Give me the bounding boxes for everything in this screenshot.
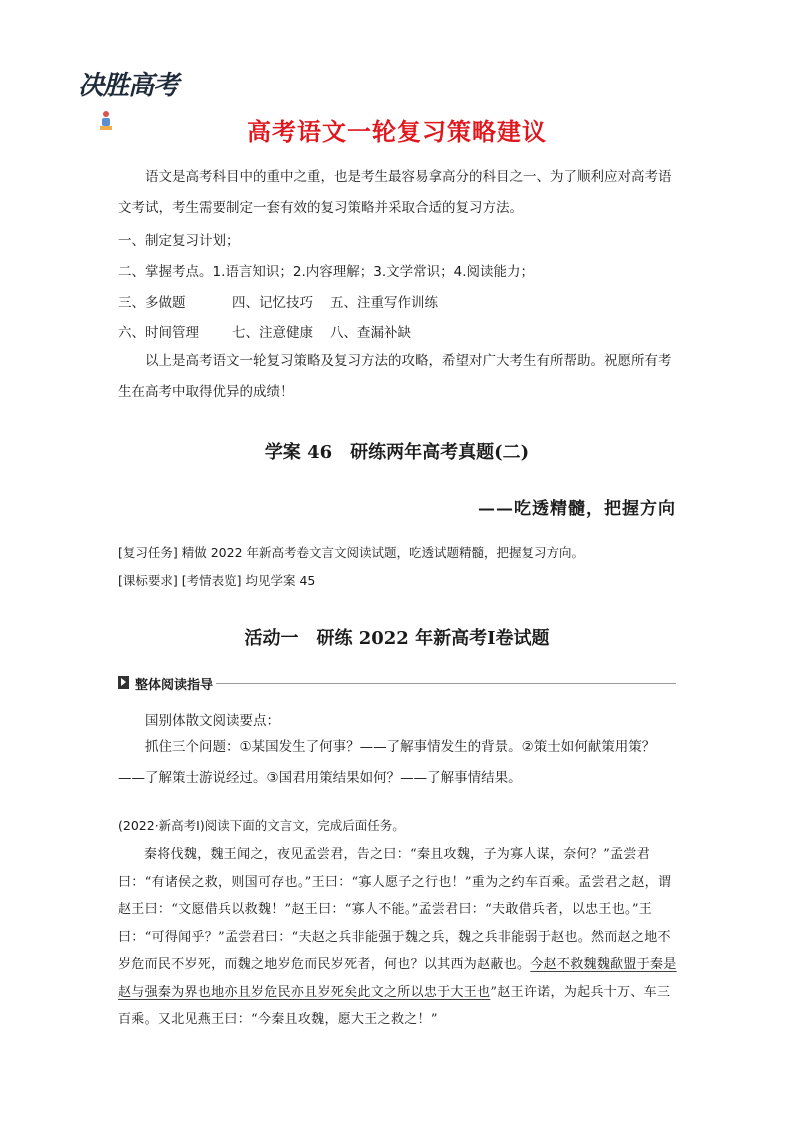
guide-heading: 国别体散文阅读要点： <box>145 713 280 729</box>
exam-source: (2022·新高考Ⅰ)阅读下面的文言文，完成后面任务。 <box>118 818 405 833</box>
point-line-1: 一、制定复习计划； <box>118 233 240 249</box>
point-health: 七、注意健康 <box>232 325 313 341</box>
point-line-4 <box>118 321 411 341</box>
point-practice: 三、多做题 <box>118 295 186 311</box>
logo-text: 决胜高考 <box>78 71 179 101</box>
intro-paragraph: 语文是高考科目中的重中之重，也是考生最容易拿高分的科目之一、为了顺利应对高考语文考试，考生需要制定一套有效的复习策略并采取合适的复习方法。 <box>118 169 672 216</box>
guide-text: 抓住三个问题：①某国发生了何事？——了解事情发生的背景。②策士如何献策用策？——了解策士游说经过。③国君用策结果如何？——了解事情结果。 <box>118 739 656 786</box>
exam-overview-label: [考情表览] <box>181 573 242 588</box>
activity-title: 活动一 研练 2022 年新高考Ⅰ卷试题 <box>244 628 550 649</box>
point-review: 八、查漏补缺 <box>330 325 411 341</box>
page-title: 高考语文一轮复习策略建议 <box>247 118 547 146</box>
requirement-text: 均见学案 45 <box>245 573 316 588</box>
lesson-title: 学案 46 研练两年高考真题(二) <box>264 442 530 463</box>
section-header <box>118 674 676 692</box>
point-memory: 四、记忆技巧 <box>232 295 313 311</box>
task-text: 精做 2022 年新高考卷文言文阅读试题，吃透试题精髓，把握复习方向。 <box>181 545 585 560</box>
passage-text-2: ”赵王许诺，为起兵十万、车三百乘。又北见燕王曰：“今秦且攻魏，愿大王之救之！” <box>118 984 671 1027</box>
task-line <box>118 543 584 561</box>
requirement-label: [课标要求] <box>118 573 178 588</box>
point-line-3 <box>118 291 438 311</box>
point-writing: 五、注重写作训练 <box>330 295 438 311</box>
section-label: 整体阅读指导 <box>135 678 214 693</box>
classical-passage <box>118 841 678 1034</box>
passage-text-1: 秦将伐魏，魏王闻之，夜见孟尝君，告之曰：“秦且攻魏，子为寡人谋，奈何？”孟尝君曰：“有诸侯之救，则国可存也。”王曰：“寡人愿子之行也！”重为之约车百乘。孟尝君之赵，谓赵王曰：“文愿借兵以救魏！”赵王曰：“寡人不能。”孟尝君曰：“夫敢借兵者，以忠王也。”王曰：“可得闻乎？”孟尝君曰：“夫赵之兵非能强于魏之兵，魏之兵非能弱于赵也。然而赵之地不岁危而民不岁死，而魏之地岁危而民岁死者，何也？以其西为赵蔽也。 <box>118 847 672 972</box>
section-divider <box>216 683 676 684</box>
task-label: [复习任务] <box>118 545 178 560</box>
closing-paragraph: 以上是高考语文一轮复习策略及复习方法的攻略，希望对广大考生有所帮助。祝愿所有考生在高考中取得优异的成绩！ <box>118 353 672 400</box>
lesson-subtitle: ——吃透精髓，把握方向 <box>478 499 676 519</box>
point-line-2: 二、掌握考点。1.语言知识；2.内容理解；3.文学常识；4.阅读能力； <box>118 264 535 280</box>
point-time: 六、时间管理 <box>118 325 199 341</box>
section-marker-icon <box>118 676 129 689</box>
requirement-line <box>118 571 315 589</box>
passage-underlined-sentence: 今赵不救魏魏歃盟于秦是赵与强秦为界也地亦且岁危民亦且岁死矣此文之所以忠于大王也 <box>118 957 677 1000</box>
